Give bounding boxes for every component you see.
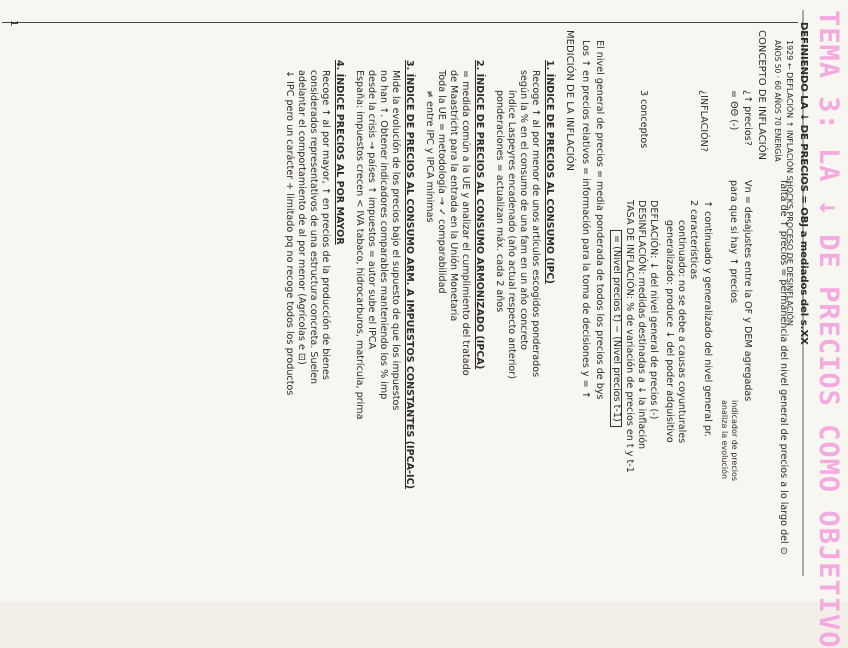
nivel-general: El nivel general de precios = media ponderada de todos los precios de bys: [594, 40, 605, 400]
ipca-line-1: = medida común a la UE y analizar el cumplimiento del tratado: [460, 70, 471, 376]
ipcaic-title: 3. ÍNDICE DE PRECIOS AL CONSUMO ARM. A IMPUESTOS CONSTANTES (IPCA-IC): [404, 60, 415, 490]
ipc-title: 1. ÍNDICE DE PRECIOS AL CONSUMO (IPC): [544, 60, 555, 284]
timeline-labels: AÑOS 50 · 60 AÑOS 70 ENERGÍA: [773, 40, 782, 162]
tasa-inflacion: TASA DE INFLACIÓN: % de variación de precios en t y t-1: [624, 200, 635, 473]
desinflacion: DESINFLACIÓN: medidas destinadas a ↓ la inflación: [636, 200, 647, 450]
inflation-formula: = (Nivel precios t) − (Nivel precios t-1): [610, 230, 622, 427]
inflacion-label: ¿INFLACIÓN?: [698, 90, 709, 152]
ipcaic-line-3: desde la crisis → países ↑ impuestos = autor sube el IPCA: [366, 70, 377, 350]
que-es: ¿↑ precios?: [742, 90, 753, 146]
ipca-line-3: Toda la UE = metodología → ✓ comparabilidad: [436, 70, 447, 294]
main-heading: DEFINIENDO LA ↓ DE PRECIOS = OBJ a mediados del s.XX: [798, 22, 809, 345]
ipca-line-2: de Maastricht para la entrada en la Unión Monetaria: [448, 70, 459, 322]
inf2: 2 características: [688, 200, 699, 280]
ipm-line-2: considerados representativos de una estructura concreta. Suelen: [308, 70, 319, 385]
ipm-line-3: adelantar el comportamiento de al por menor (Agrícolas e ⊡): [296, 70, 307, 365]
def1: falta de ↑ precios = permanencia del nivel general de precios a lo largo del ⊙: [778, 180, 789, 555]
ipc-line-4: ponderaciones = actualizan máx. cada 2 años: [494, 90, 505, 313]
ipm-line-4: ↓ IPC pero un carácter + limitado pq no recoge todos los productos: [284, 70, 295, 396]
medicion-label: MEDICIÓN DE LA INFLACIÓN: [564, 30, 575, 172]
que-es-answer: = ΘΘ (-): [728, 90, 739, 131]
deflacion: DEFLACIÓN: ↓ del nivel general de precios (-): [648, 200, 659, 420]
def3c: analiza la evolución: [720, 400, 729, 480]
page-title: TEMA 3: LA ↓ DE PRECIOS COMO OBJETIVO: [813, 10, 844, 648]
def3b: indicador de precios: [730, 400, 739, 482]
ipc-line-3: índice Laspeyres encadenado (año actual respecto anterior): [506, 90, 517, 379]
inf1: ↑ continuado y generalizado del nivel general pr.: [702, 200, 713, 438]
concepto-label: CONCEPTO DE INFLACIÓN: [756, 30, 767, 160]
precios-relativos: Los ↑ en precios relativos = información para la toma de decisiones y = ↑: [580, 40, 591, 399]
ipc-line-1: Recoge ↑ al por menor de unos artículos escogidos ponderados: [530, 70, 541, 378]
conceptos-label: 3 conceptos: [638, 90, 649, 149]
page-number: 1: [8, 20, 19, 27]
ipm-line-1: Recoge ↑ al por mayor, ↑ en precios de la producción de bienes: [320, 70, 331, 380]
ipcaic-line-2: no han ↑. Obtener indicadores comparables manteniendo los % imp: [378, 70, 389, 400]
ipca-line-4: ≠ entre IPC y IPCA mínimas: [424, 90, 435, 223]
inf3: continuado: no se debe a causas coyunturales: [676, 220, 687, 444]
ipc-line-2: según la % en el consumo de una fam en un año concreto: [518, 70, 529, 350]
ipca-title: 2. ÍNDICE DE PRECIOS AL CONSUMO ARMONIZADO (IPCA): [474, 60, 485, 370]
timeline-row: 1929 ← DEFLACIÓN ↑ INFLACIÓN SHOCKS PROCESO DE DESINFLACIÓN: [785, 40, 794, 326]
ipm-title: 4. ÍNDICE PRECIOS AL POR MAYOR: [334, 60, 345, 245]
outline-spine: [2, 22, 798, 23]
def2: Vn = desajustes entre la OF y DEM agregadas: [742, 180, 753, 402]
def3: para que si hay ↑ precios: [728, 180, 739, 303]
ipcaic-line-4: España: impuestos crecen < IVA tabaco, hidrocarburos, matrícula, prima: [354, 70, 365, 420]
inf4: generalizado: produce ↓ del poder adquisitivo: [664, 220, 675, 443]
ipcaic-line-1: Mide la evolución de los precios bajo el supuesto de que los impuestos: [390, 70, 401, 411]
